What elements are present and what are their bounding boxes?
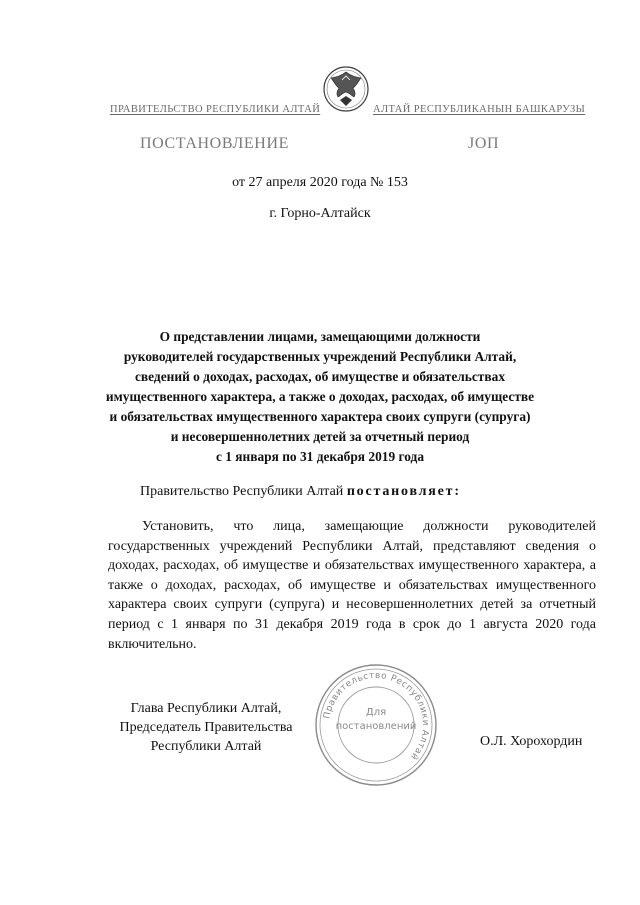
stamp-center-line2: постановлений xyxy=(335,721,417,732)
republic-altai-emblem-icon xyxy=(322,62,370,116)
title-line: и обязательствах имущественного характера своих супруги (супруга) xyxy=(109,409,531,424)
body-text xyxy=(108,517,596,654)
body-paragraph: Установить, что лица, замещающие должности руководителей государственных учреждений Республики Алтай, представляют сведения о доходах, расходах, об имуществе и обязательствах имущественного характера, а также о доходах, расходах, об имуществе и обязательствах имущественного характера своих супруги (супруга) и несовершеннолетних детей за отчетный период с 1 января по 31 декабря 2019 года в срок до 1 августа 2020 года включительно. xyxy=(108,519,596,652)
signature-title-line: Республики Алтай xyxy=(150,739,262,754)
official-stamp xyxy=(312,661,440,789)
document-date-number: от 27 апреля 2020 года № 153 xyxy=(232,175,408,190)
title-line: О представлении лицами, замещающими должности xyxy=(159,329,481,344)
stamp-center-line1: Для xyxy=(365,707,387,718)
resolves-line xyxy=(140,484,461,500)
title-line: с 1 января по 31 декабря 2019 года xyxy=(215,449,425,464)
title-line: руководителей государственных учреждений Республики Алтай, xyxy=(123,349,517,364)
signature-title xyxy=(106,699,306,756)
signature-title-line: Глава Республики Алтай, xyxy=(130,701,282,716)
stamp-ring-text: Правительство Республики Алтай xyxy=(322,670,431,762)
title-line: и несовершеннолетних детей за отчетный период xyxy=(170,429,470,444)
title-line: сведений о доходах, расходах, об имуществе и обязательствах xyxy=(134,369,506,384)
signer-name: О.Л. Хорохордин xyxy=(480,734,583,749)
header-right-org: АЛТАЙ РЕСПУБЛИКАНЫН БАШКАРУЗЫ xyxy=(373,104,586,115)
document-title xyxy=(96,327,544,467)
header-left-org: ПРАВИТЕЛЬСТВО РЕСПУБЛИКИ АЛТАЙ xyxy=(110,104,321,115)
doc-type-left: ПОСТАНОВЛЕНИЕ xyxy=(140,135,289,152)
signature-title-line: Председатель Правительства xyxy=(119,720,293,735)
resolves-subject: Правительство Республики Алтай xyxy=(140,484,344,499)
resolves-verb: постановляет: xyxy=(346,484,461,499)
document-city: г. Горно-Алтайск xyxy=(269,206,371,221)
title-line: имущественного характера, а также о доходах, расходах, об имуществе xyxy=(105,389,535,404)
doc-type-right: ЈОП xyxy=(468,135,500,152)
